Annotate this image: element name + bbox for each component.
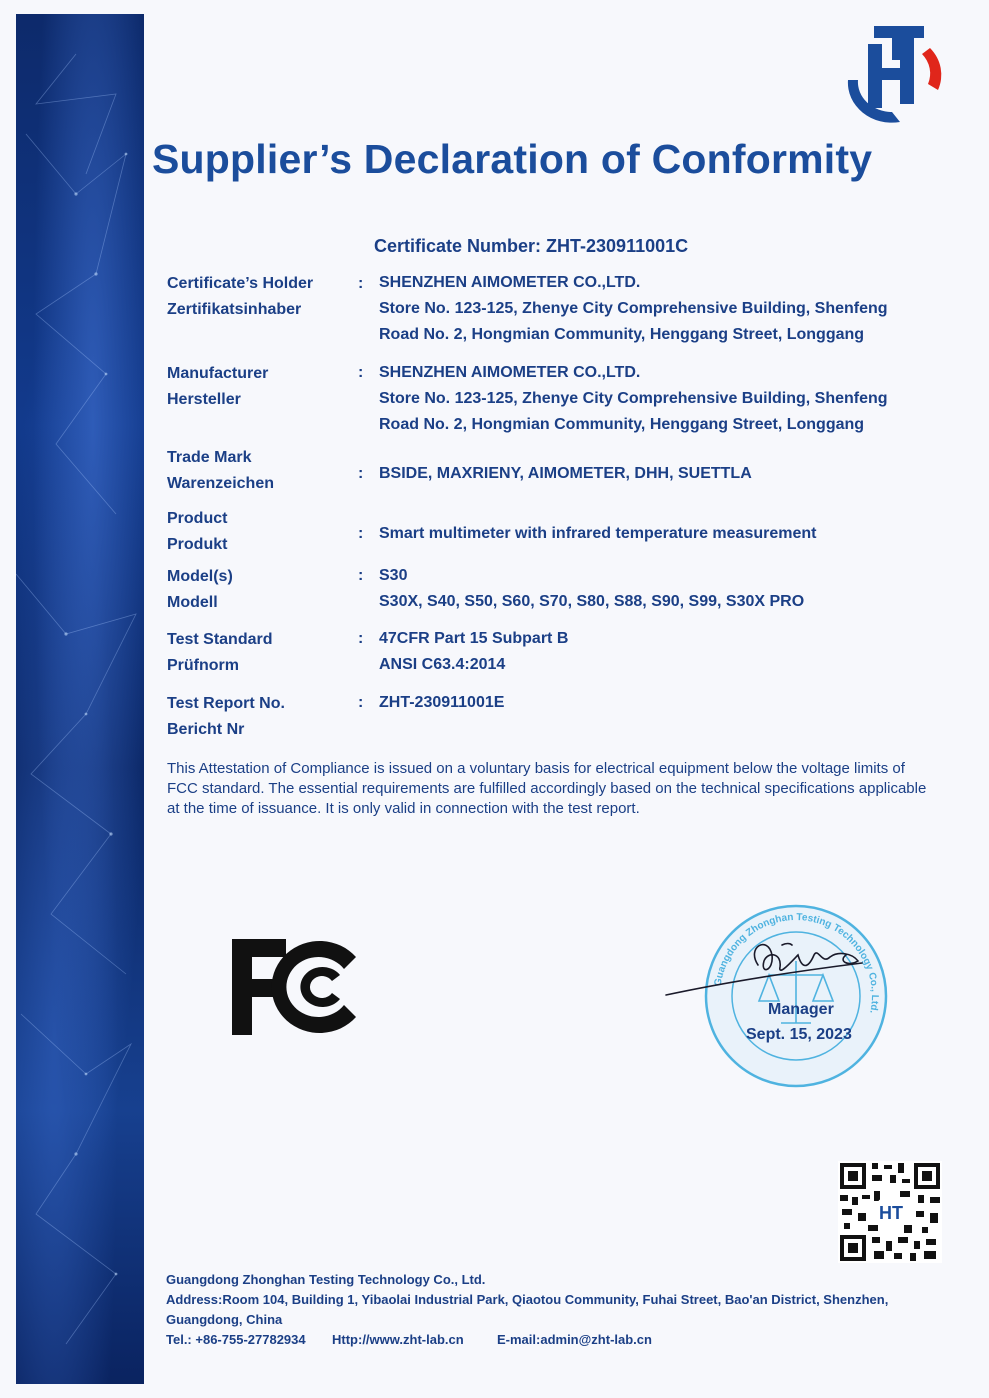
manufacturer-label-de: Hersteller	[167, 391, 241, 408]
standard-line-1: 47CFR Part 15 Subpart B	[379, 630, 569, 647]
zht-logo	[830, 18, 950, 128]
models-label-de: Modell	[167, 594, 218, 611]
standard-label-de: Prüfnorm	[167, 657, 239, 674]
trademark-label-en: Trade Mark	[167, 449, 252, 466]
product-value: Smart multimeter with infrared temperature measurement	[379, 525, 817, 542]
attestation-paragraph: This Attestation of Compliance is issued on a voluntary basis for electrical equipment below the voltage limits of FCC standard. The essential requirements are fulfilled accordingly based on the technical specifications applicable at the time of issuance. It is only valid in connection with the test report.	[167, 760, 927, 817]
footer-web-link[interactable]: Http://www.zht-lab.cn	[332, 1332, 464, 1347]
fcc-logo	[228, 935, 368, 1040]
standard-label-en: Test Standard	[167, 631, 273, 648]
seal-text: Guangdong Zhonghan Testing Technology Co., Ltd.	[712, 911, 881, 1015]
signature-date: Sept. 15, 2023	[746, 1026, 852, 1043]
holder-line-2: Store No. 123-125, Zhenye City Comprehensive Building, Shenfeng	[379, 300, 888, 317]
footer-tel: Tel.: +86-755-27782934	[166, 1332, 306, 1347]
holder-label-en: Certificate’s Holder	[167, 275, 314, 292]
trademark-colon: :	[358, 465, 364, 482]
report-value: ZHT-230911001E	[379, 694, 505, 711]
trademark-label-de: Warenzeichen	[167, 475, 274, 492]
manufacturer-line-2: Store No. 123-125, Zhenye City Comprehensive Building, Shenfeng	[379, 390, 888, 407]
models-label-en: Model(s)	[167, 568, 233, 585]
manufacturer-colon: :	[358, 364, 364, 381]
band-network-pattern	[16, 14, 144, 1384]
holder-colon: :	[358, 275, 364, 292]
standard-line-2: ANSI C63.4:2014	[379, 656, 506, 673]
manufacturer-line-3: Road No. 2, Hongmian Community, Henggang Street, Longgang	[379, 416, 865, 433]
report-label-de: Bericht Nr	[167, 721, 245, 738]
holder-label-de: Zertifikatsinhaber	[167, 301, 302, 318]
models-colon: :	[358, 567, 364, 584]
certificate-number: Certificate Number: ZHT-230911001C	[374, 236, 689, 256]
footer-address-1: Address:Room 104, Building 1, Yibaolai Industrial Park, Qiaotou Community, Fuhai Street, Bao'an District, Shenzhen,	[166, 1292, 889, 1307]
footer-address-2: Guangdong, China	[166, 1312, 283, 1327]
standard-colon: :	[358, 630, 364, 647]
product-colon: :	[358, 525, 364, 542]
qr-center-logo: HT	[879, 1203, 903, 1223]
document-title: Supplier’s Declaration of Conformity	[152, 136, 873, 182]
holder-line-3: Road No. 2, Hongmian Community, Henggang Street, Longgang	[379, 326, 865, 343]
product-label-en: Product	[167, 510, 228, 527]
manufacturer-line-1: SHENZHEN AIMOMETER CO.,LTD.	[379, 364, 641, 381]
footer-company: Guangdong Zhonghan Testing Technology Co., Ltd.	[166, 1272, 486, 1287]
signatory-role: Manager	[768, 1001, 834, 1018]
models-line-1: S30	[379, 567, 408, 584]
manufacturer-label-en: Manufacturer	[167, 365, 269, 382]
models-line-2: S30X, S40, S50, S60, S70, S80, S88, S90, S99, S30X PRO	[379, 593, 805, 610]
product-label-de: Produkt	[167, 536, 228, 553]
report-label-en: Test Report No.	[167, 695, 285, 712]
qr-code	[838, 1161, 942, 1263]
report-colon: :	[358, 694, 364, 711]
trademark-value: BSIDE, MAXRIENY, AIMOMETER, DHH, SUETTLA	[379, 465, 752, 482]
footer-email-link[interactable]: E-mail:admin@zht-lab.cn	[497, 1332, 652, 1347]
holder-line-1: SHENZHEN AIMOMETER CO.,LTD.	[379, 274, 641, 291]
decorative-side-band	[16, 14, 144, 1384]
handwritten-signature	[662, 925, 892, 1005]
